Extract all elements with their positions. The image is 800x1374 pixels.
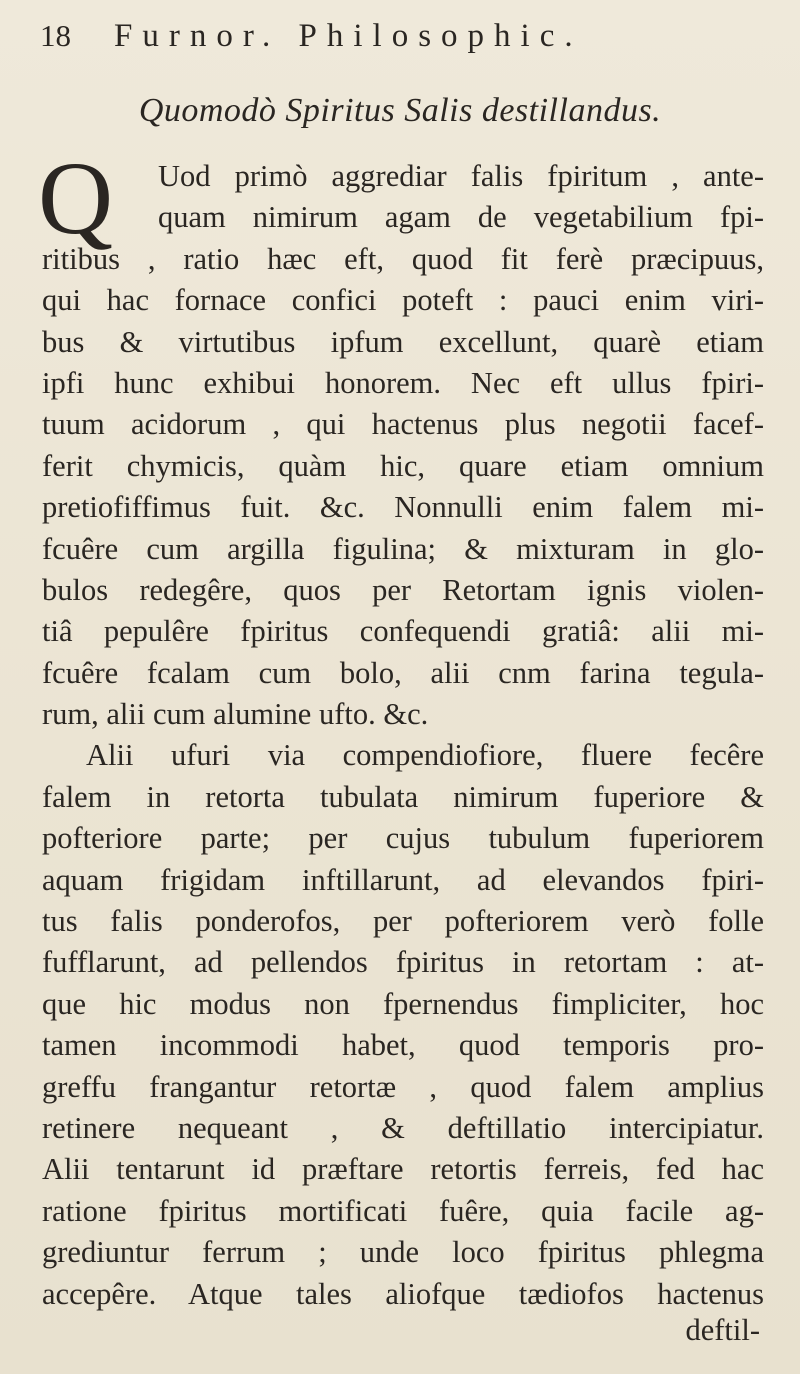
text-line: Alii tentarunt id præftare retortis ferreis, fed hac bbox=[42, 1152, 764, 1187]
body-text bbox=[38, 141, 764, 1315]
running-head bbox=[40, 18, 760, 58]
text-line: quam nimirum agam de vegetabilium fpi- bbox=[158, 200, 764, 235]
text-line: fcuêre fcalam cum bolo, alii cnm farina tegula- bbox=[42, 655, 764, 690]
text-line: falem in retorta tubulata nimirum fuperiore & bbox=[42, 779, 764, 814]
text-line: bulos redegêre, quos per Retortam ignis violen- bbox=[42, 572, 764, 607]
text-line: qui hac fornace confici poteft : pauci enim viri- bbox=[42, 283, 764, 318]
text-line: fufflarunt, ad pellendos fpiritus in retortam : at- bbox=[42, 945, 764, 980]
text-line: ferit chymicis, quàm hic, quare etiam omnium bbox=[42, 448, 764, 483]
page-number: 18 bbox=[40, 18, 71, 53]
text-line: que hic modus non fpernendus fimpliciter, hoc bbox=[42, 986, 764, 1021]
text-line: Alii ufuri via compendiofiore, fluere fecêre bbox=[86, 738, 764, 773]
text-line: pofteriore parte; per cujus tubulum fuperiorem bbox=[42, 821, 764, 856]
text-line: aquam frigidam inftillarunt, ad elevandos fpiri- bbox=[42, 862, 764, 897]
text-line: rum, alii cum alumine ufto. &c. bbox=[42, 697, 429, 732]
text-line: retinere nequeant , & deftillatio intercipiatur. bbox=[42, 1110, 764, 1145]
text-line: grediuntur ferrum ; unde loco fpiritus phlegma bbox=[42, 1235, 764, 1270]
text-line: tamen incommodi habet, quod temporis pro- bbox=[42, 1028, 764, 1063]
text-line: tuum acidorum , qui hactenus plus negotii facef- bbox=[42, 407, 764, 442]
text-line: ratione fpiritus mortificati fuêre, quia facile ag- bbox=[42, 1193, 764, 1228]
text-line: pretiofiffimus fuit. &c. Nonnulli enim falem mi- bbox=[42, 490, 764, 525]
text-line: ritibus , ratio hæc eft, quod fit ferè præcipuus, bbox=[42, 241, 764, 276]
text-line: Uod primò aggrediar falis fpiritum , ante- bbox=[158, 159, 764, 193]
text-line: tiâ pepulêre fpiritus confequendi gratiâ: alii mi- bbox=[42, 614, 764, 649]
section-title: Quomodò Spiritus Salis destillandus. bbox=[138, 92, 662, 129]
text-line: bus & virtutibus ipfum excellunt, quarè etiam bbox=[42, 324, 764, 359]
catchword: deftil- bbox=[685, 1313, 760, 1347]
text-line: ipfi hunc exhibui honorem. Nec eft ullus fpiri- bbox=[42, 365, 764, 400]
drop-cap: Q bbox=[38, 141, 114, 256]
text-line: fcuêre cum argilla figulina; & mixturam in glo- bbox=[42, 531, 764, 566]
running-title: Furnor. Philosophic. bbox=[114, 18, 583, 54]
text-line: accepêre. Atque tales aliofque tædiofos hactenus bbox=[42, 1276, 764, 1311]
text-line: tus falis ponderofos, per pofteriorem verò folle bbox=[42, 904, 764, 939]
text-line: greffu frangantur retortæ , quod falem amplius bbox=[42, 1069, 764, 1104]
